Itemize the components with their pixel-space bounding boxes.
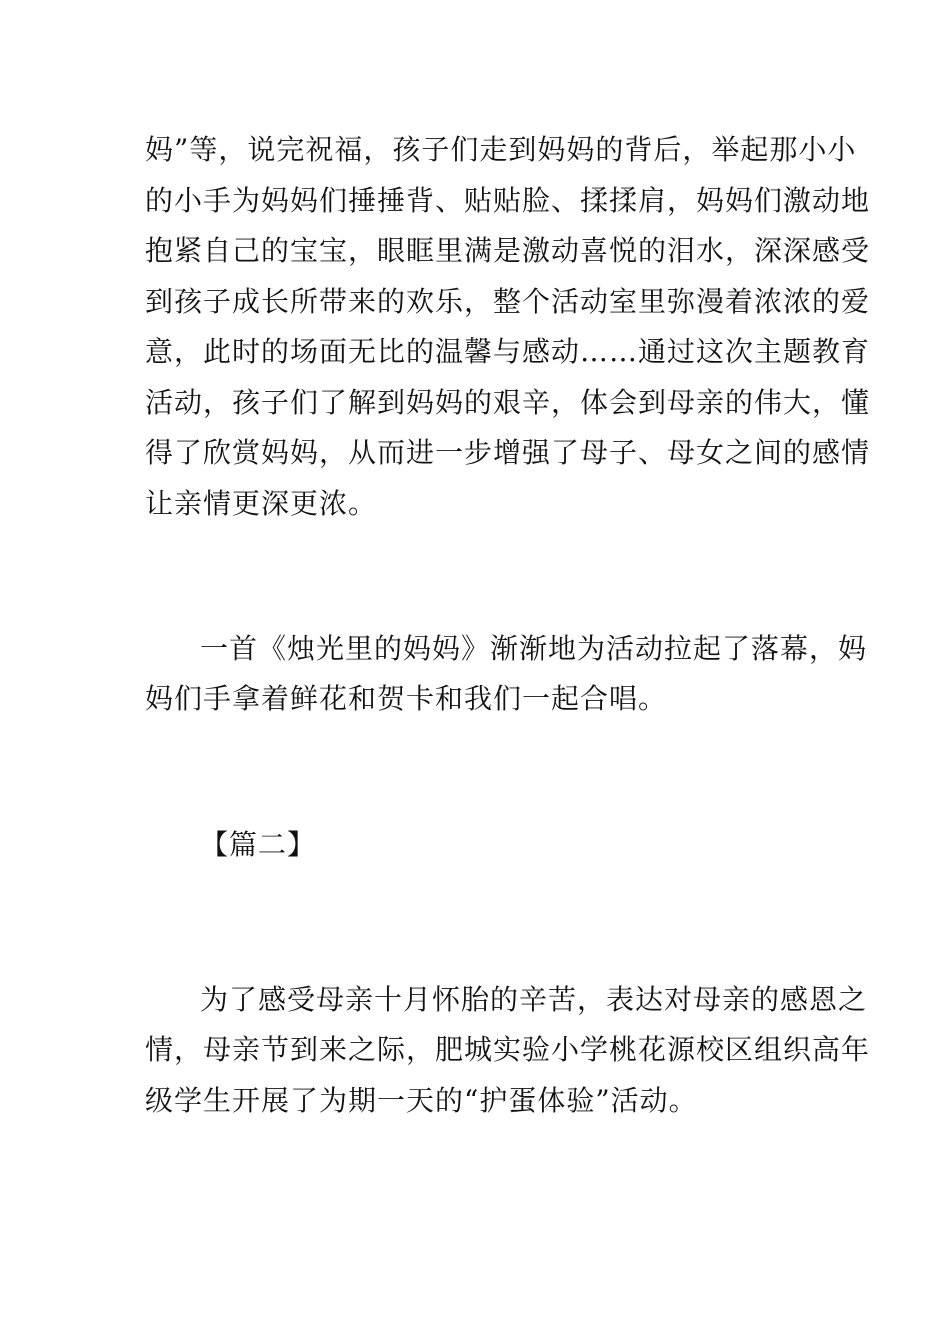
paragraph-1-line-7: 得了欣赏妈妈，从而进一步增强了母子、母女之间的感情 [145, 436, 871, 469]
paragraph-3-line-2: 情，母亲节到来之际，肥城实验小学桃花源校区组织高年 [145, 1033, 871, 1066]
paragraph-1-line-2: 的小手为妈妈们捶捶背、贴贴脸、揉揉肩，妈妈们激动地 [145, 184, 871, 217]
paragraph-1-line-6: 活动，孩子们了解到妈妈的艰辛，体会到母亲的伟大，懂 [145, 386, 871, 419]
paragraph-1-line-4: 到孩子成长所带来的欢乐，整个活动室里弥漫着浓浓的爱 [145, 285, 871, 318]
paragraph-2-line-2: 妈们手拿着鲜花和贺卡和我们一起合唱。 [145, 682, 668, 715]
paragraph-1-line-1: 妈”等，说完祝福，孩子们走到妈妈的背后，举起那小小 [145, 133, 857, 166]
paragraph-1-line-3: 抱紧自己的宝宝，眼眶里满是激动喜悦的泪水，深深感受 [145, 234, 871, 267]
paragraph-3-line-1: 为了感受母亲十月怀胎的辛苦，表达对母亲的感恩之 [200, 983, 868, 1016]
paragraph-3-line-3: 级学生开展了为期一天的“护蛋体验”活动。 [145, 1084, 698, 1117]
paragraph-1-line-5: 意，此时的场面无比的温馨与感动……通过这次主题教育 [145, 335, 871, 368]
paragraph-1-line-8: 让亲情更深更浓。 [145, 487, 378, 520]
paragraph-2-line-1: 一首《烛光里的妈妈》渐渐地为活动拉起了落幕，妈 [200, 632, 868, 665]
section-heading: 【篇二】 [200, 828, 317, 861]
